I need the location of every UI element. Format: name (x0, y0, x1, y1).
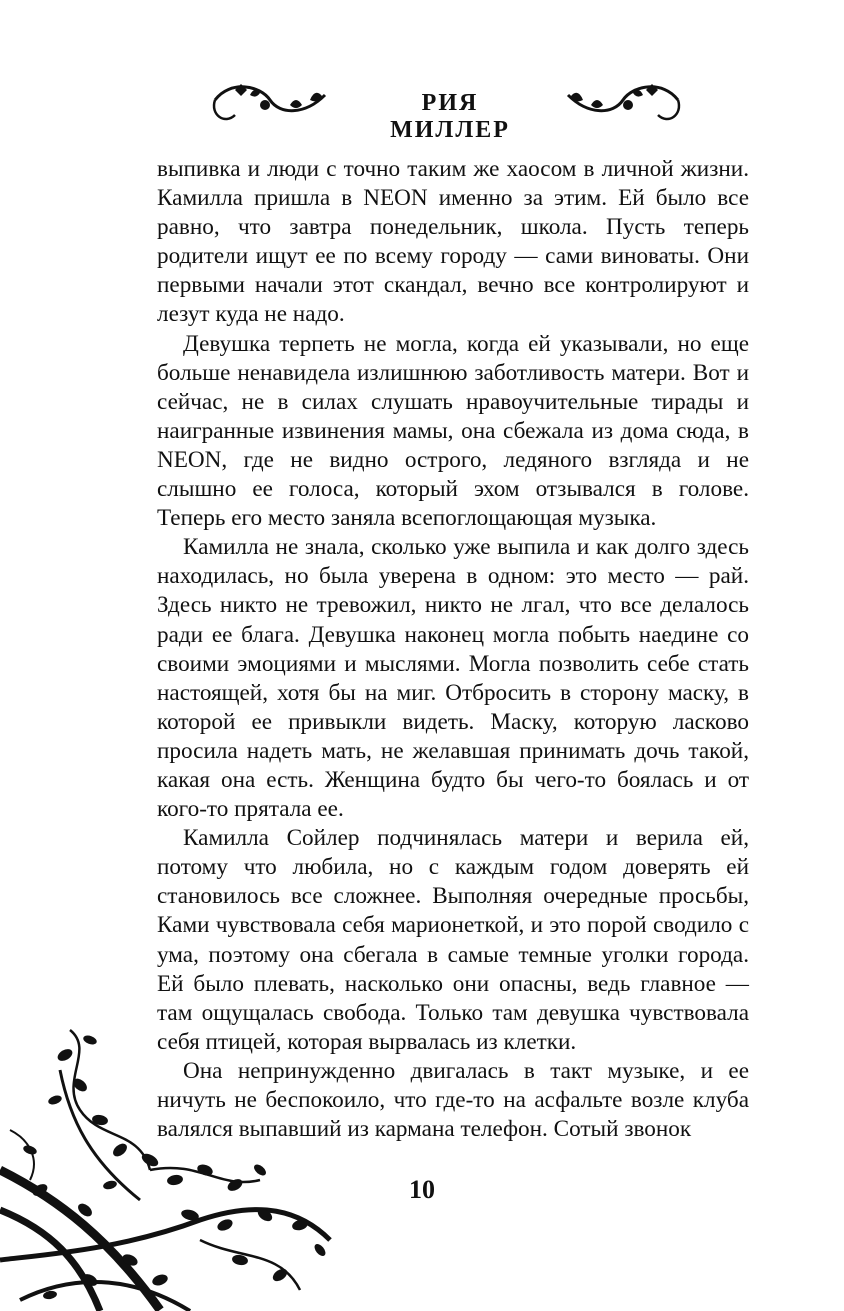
paragraph: Камилла не знала, сколько уже выпила и как долго здесь находилась, но была уверена в одном: это место — рай. Здесь никто не тревожил, никто не лгал, что все делалось ради ее блага. Девушка наконец могла побыть наедине со своими эмоциями и мыслями. Могла позволить себе стать настоящей, хотя бы на миг. Отбросить в сторону маску, в которой ее привыкли видеть. Маску, которую ласково просила надеть мать, не желавшая принимать дочь такой, какая она есть. Женщина будто бы чего-то боялась и от кого-то прятала ее. (157, 534, 749, 823)
ornament-left-icon (205, 70, 335, 140)
paragraph: Девушка терпеть не могла, когда ей указывали, но еще больше ненавидела излишнюю заботливость матери. Вот и сейчас, не в силах слушать нравоучительные тирады и наигранные извинения мамы, она сбежала из дома сюда, в NEON, где не видно острого, ледяного взгляда и не слышно ее голоса, который эхом отзывался в голове. Теперь его место заняла всепоглощающая музыка. (157, 330, 749, 532)
page-number: 10 (409, 1175, 435, 1204)
page-header (0, 70, 844, 143)
ornament-right-icon (558, 70, 688, 140)
paragraph: Камилла Сойлер подчинялась матери и верила ей, потому что любила, но с каждым годом доверять ей становилось все сложнее. Выполняя очередные просьбы, Ками чувствовала себя марионеткой, и это порой сводило с ума, поэтому она сбегала в самые темные уголки города. Ей было плевать, насколько они опасны, ведь главное — там ощущалась свобода. Только там девушка чувствовала себя птицей, которая вырвалась из клетки. (157, 825, 749, 1055)
paragraph: Она непринужденно двигалась в такт музыке, и ее ничуть не беспокоило, что где-то на асфальте возле клуба валялся выпавший из кармана телефон. Сотый звонок (157, 1057, 749, 1143)
body-text (157, 155, 749, 1144)
running-head: РИЯ МИЛЛЕР (390, 90, 510, 143)
paragraph: выпивка и люди с точно таким же хаосом в личной жизни. Камилла пришла в NEON именно за этим. Ей было все равно, что завтра понедельник, школа. Пусть теперь родители ищут ее по всему городу — сами виноваты. Они первыми начали этот скандал, вечно все контролируют и лезут куда не надо. (157, 156, 749, 328)
vine-decoration-icon (0, 1010, 360, 1311)
